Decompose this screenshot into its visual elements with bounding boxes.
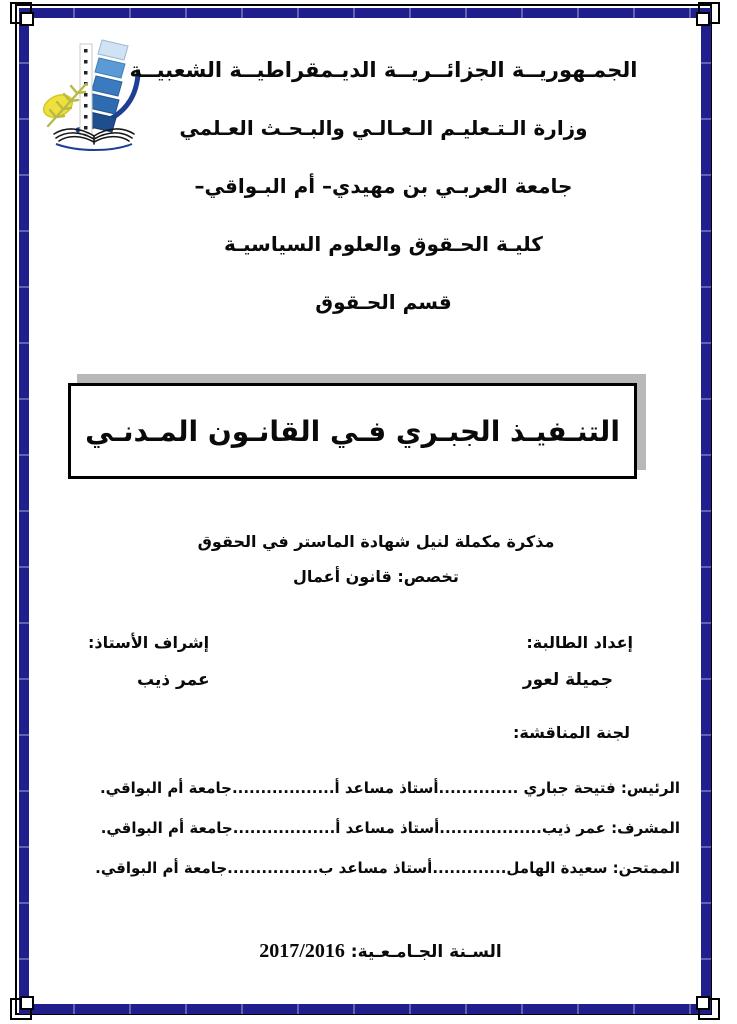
- header-line-faculty: كليـة الحـقوق والعلوم السياسيـة: [224, 232, 543, 256]
- supervisor-label: إشراف الأستاذ:: [88, 633, 210, 652]
- committee-label: لجنة المناقشة:: [513, 723, 630, 742]
- committee-row-examiner: الممتحن: سعيدة الهامل.............أستاذ مساعد ب................جامعة أم البواقي.: [95, 859, 680, 877]
- border-corner-ornament-bottom-right: [686, 986, 720, 1020]
- academic-year-value: 2017/2016: [259, 940, 345, 962]
- corner-square-inner: [696, 12, 710, 26]
- header-line-university: جامعة العربـي بن مهيدي– أم البـواقي–: [194, 174, 573, 198]
- corner-square-inner: [696, 996, 710, 1010]
- subtitle-degree-line: مذكرة مكملة لنيل شهادة الماستر في الحقوق: [197, 532, 555, 551]
- subtitle-specialty-line: تخصص: قانون أعمال: [293, 567, 459, 586]
- border-corner-ornament-top-left: [10, 2, 44, 36]
- subtitle-block: [45, 529, 707, 590]
- student-name: جميلة لعور: [522, 670, 613, 690]
- corner-square-inner: [20, 12, 34, 26]
- thesis-title: التنـفيـذ الجبـري فـي القانـون المـدنـي: [85, 414, 620, 448]
- header-block: [60, 41, 707, 331]
- header-line-department: قسم الحـقوق: [315, 290, 452, 314]
- academic-year-label: السـنة الجـامـعـية:: [350, 942, 502, 962]
- supervisor-name: عمر ذيب: [137, 670, 210, 690]
- header-line-ministry: وزارة الـتـعليـم الـعـالـي والبـحـث العـلمي: [179, 116, 588, 140]
- corner-square-inner: [20, 996, 34, 1010]
- student-label: إعداد الطالبة:: [526, 633, 633, 652]
- border-corner-ornament-top-right: [686, 2, 720, 36]
- committee-list: [58, 768, 680, 888]
- academic-year-line: [24, 940, 737, 963]
- committee-row-supervisor: المشرف: عمر ذيب..................أستاذ مساعد أ..................جامعة أم البواقي.: [100, 819, 680, 837]
- committee-row-president: الرئيس: فتيحة جباري ..............أستاذ مساعد أ..................جامعة أم البواقي.: [99, 779, 680, 797]
- border-corner-ornament-bottom-left: [10, 986, 44, 1020]
- header-line-republic: الجمـهوريــة الجزائــريــة الديـمقراطيــة الشعبيــة: [129, 58, 638, 82]
- thesis-title-box: [68, 383, 637, 479]
